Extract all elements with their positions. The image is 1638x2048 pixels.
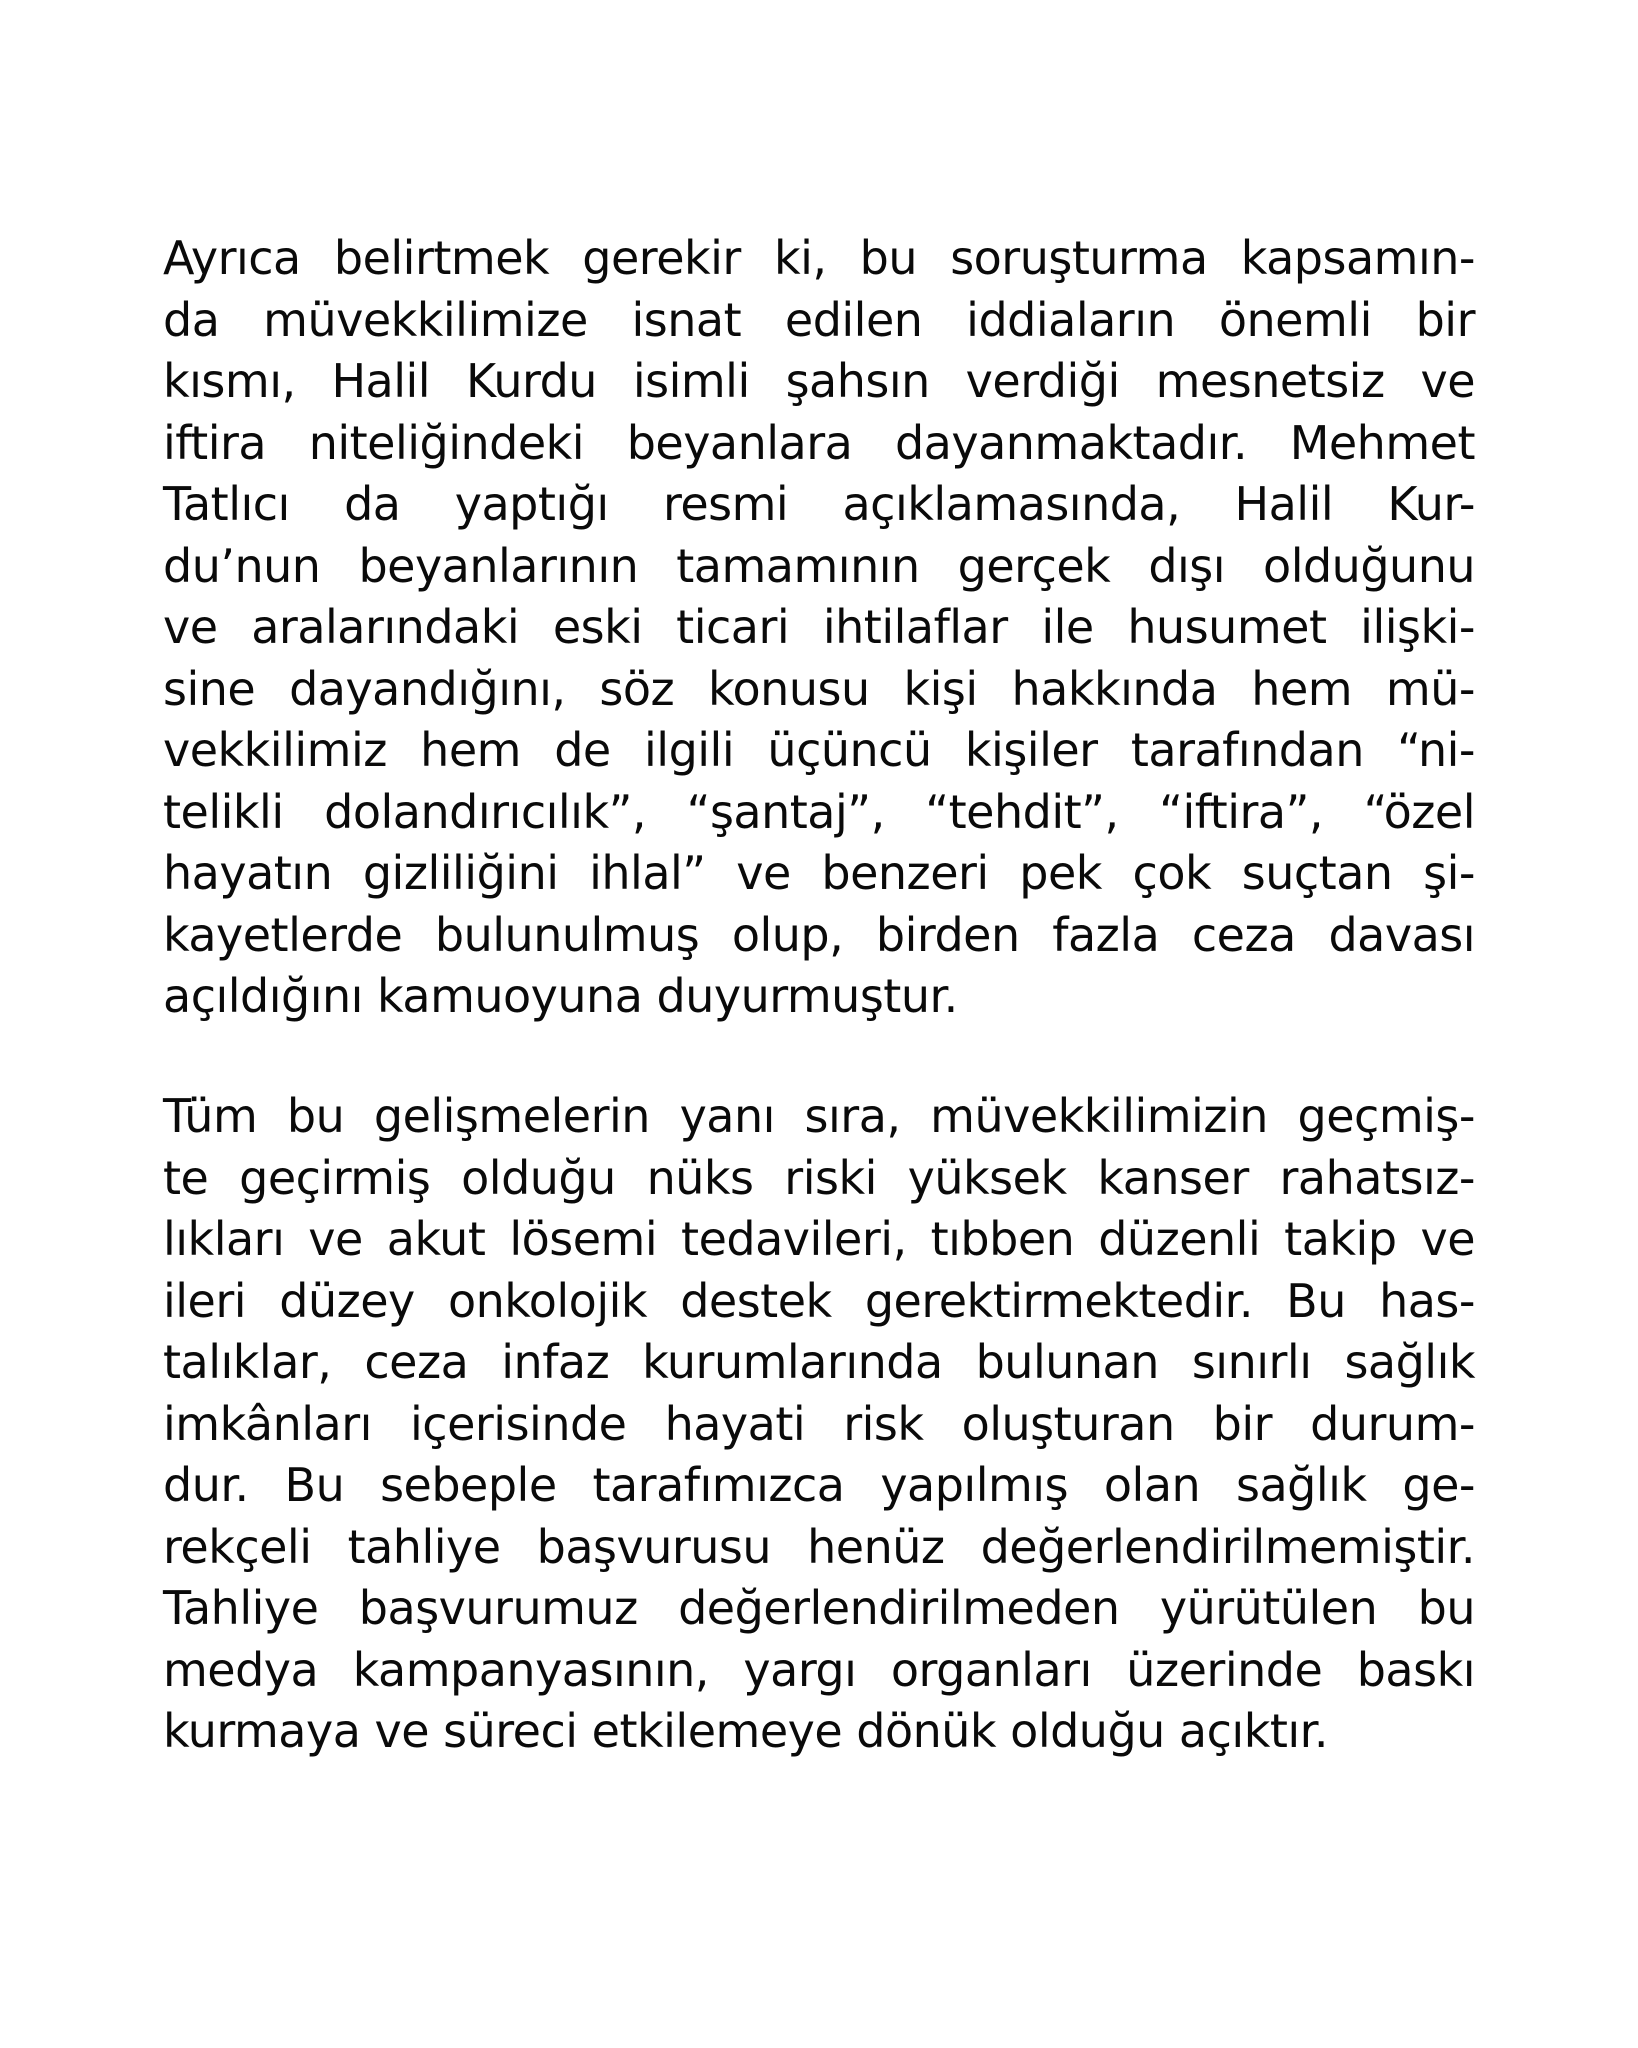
- paragraph-line: dur. Bu sebeple tarafımızca yapılmış olan sağlık ge-: [163, 1458, 1475, 1512]
- paragraph-1: [163, 228, 1475, 1028]
- paragraph-line: iftira niteliğindeki beyanlara dayanmaktadır. Mehmet: [163, 415, 1475, 470]
- paragraph-line: hayatın gizliliğini ihlal” ve benzeri pek çok suçtan şi-: [163, 846, 1475, 900]
- paragraph-line: lıkları ve akut lösemi tedavileri, tıbben düzenli takip ve: [163, 1212, 1475, 1266]
- paragraph-line: ve aralarındaki eski ticari ihtilaflar ile husumet ilişki-: [163, 600, 1475, 654]
- paragraph-line: du’nun beyanlarının tamamının gerçek dışı olduğunu: [163, 538, 1475, 593]
- paragraph-2: [163, 1086, 1475, 1763]
- paragraph-line: imkânları içerisinde hayati risk oluşturan bir durum-: [163, 1396, 1475, 1451]
- paragraph-line: Ayrıca belirtmek gerekir ki, bu soruşturma kapsamın-: [163, 231, 1475, 285]
- paragraph-line: vekkilimiz hem de ilgili üçüncü kişiler tarafından “ni-: [163, 723, 1475, 777]
- paragraph-line: Tatlıcı da yaptığı resmi açıklamasında, Halil Kur-: [163, 477, 1475, 531]
- paragraph-line: kayetlerde bulunulmuş olup, birden fazla ceza davası: [163, 907, 1475, 962]
- paragraph-line: kısmı, Halil Kurdu isimli şahsın verdiği mesnetsiz ve: [163, 354, 1475, 408]
- paragraph-line: da müvekkilimize isnat edilen iddiaların önemli bir: [163, 292, 1475, 347]
- paragraph-line: açıldığını kamuoyuna duyurmuştur.: [163, 969, 958, 1023]
- paragraph-line: te geçirmiş olduğu nüks riski yüksek kanser rahatsız-: [163, 1150, 1475, 1205]
- paragraph-line: medya kampanyasının, yargı organları üzerinde baskı: [163, 1642, 1475, 1697]
- paragraph-line: Tahliye başvurumuz değerlendirilmeden yürütülen bu: [163, 1581, 1475, 1635]
- paragraph-line: sine dayandığını, söz konusu kişi hakkında hem mü-: [163, 661, 1475, 716]
- paragraph-line: rekçeli tahliye başvurusu henüz değerlendirilmemiştir.: [163, 1519, 1475, 1574]
- paragraph-line: ileri düzey onkolojik destek gerektirmektedir. Bu has-: [163, 1273, 1475, 1328]
- paragraph-line: kurmaya ve süreci etkilemeye dönük olduğu açıktır.: [163, 1704, 1328, 1758]
- paragraph-line: Tüm bu gelişmelerin yanı sıra, müvekkilimizin geçmiş-: [163, 1089, 1475, 1143]
- paragraph-line: talıklar, ceza infaz kurumlarında bulunan sınırlı sağlık: [163, 1335, 1475, 1389]
- paragraph-line: telikli dolandırıcılık”, “şantaj”, “tehdit”, “iftira”, “özel: [163, 784, 1475, 839]
